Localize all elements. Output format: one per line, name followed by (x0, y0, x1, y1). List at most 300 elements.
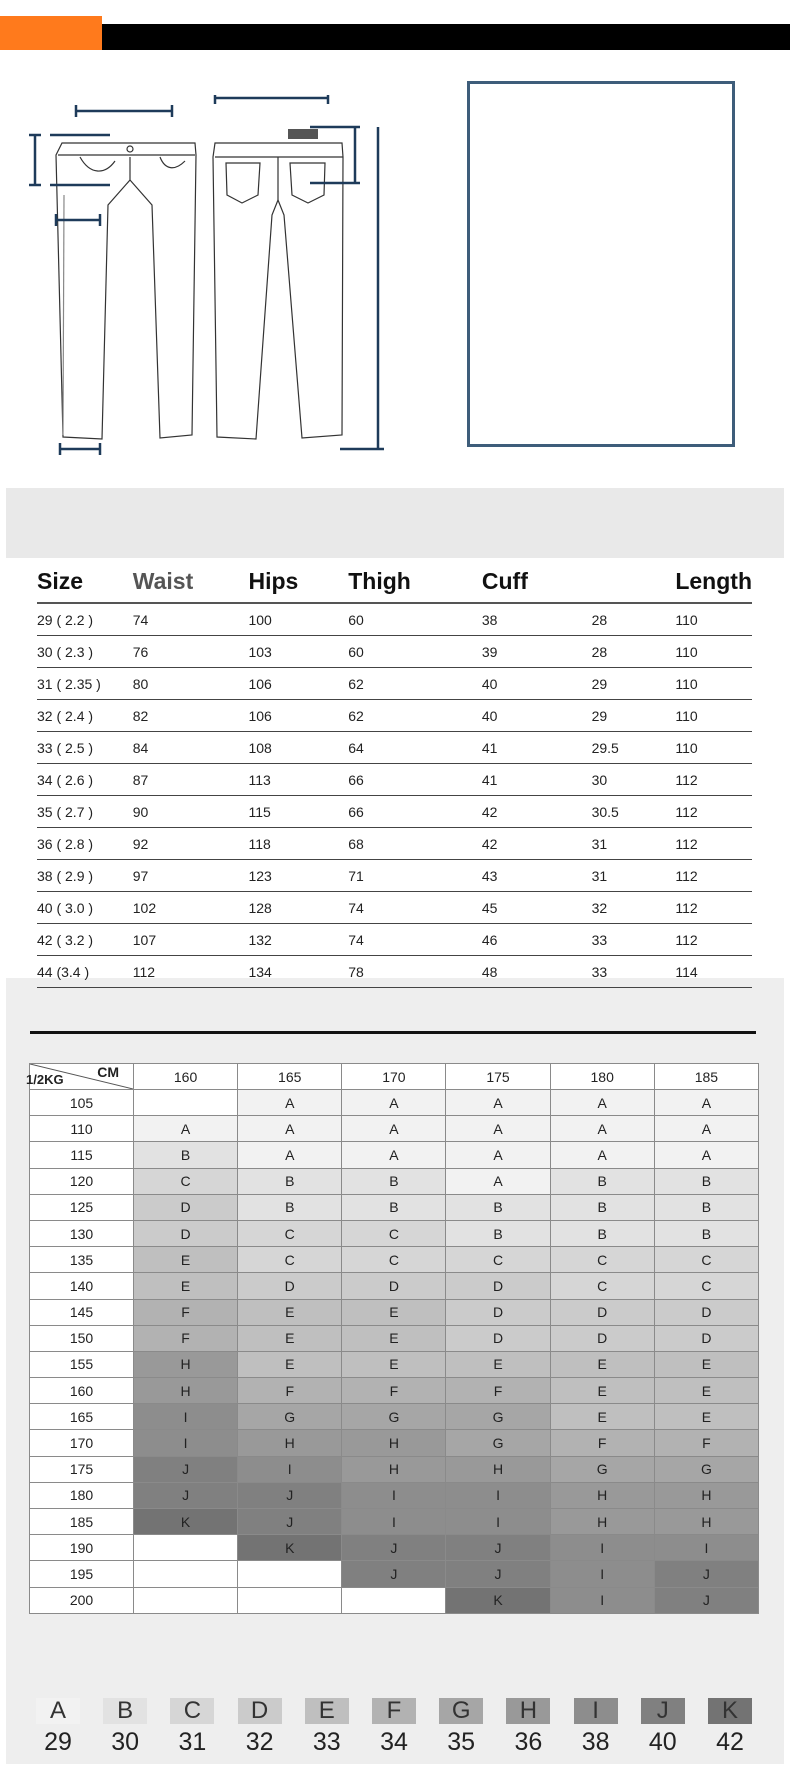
fit-grid-row (30, 1535, 759, 1561)
legend-item (708, 1698, 752, 1757)
size-table-row (37, 828, 752, 860)
fit-grid-cell: A (238, 1090, 342, 1116)
fit-grid-cell: H (342, 1456, 446, 1482)
fit-grid-cell: B (654, 1168, 758, 1194)
weight-label: 135 (30, 1247, 134, 1273)
size-table-cell: 128 (248, 892, 348, 924)
fit-grid-row (30, 1482, 759, 1508)
size-table-cell: 62 (348, 668, 482, 700)
fit-grid-cell: B (550, 1220, 654, 1246)
weight-label: 115 (30, 1142, 134, 1168)
fit-grid-row (30, 1273, 759, 1299)
fit-grid-cell: E (134, 1273, 238, 1299)
col-header-hips: Hips (248, 560, 348, 603)
fit-grid-cell: A (342, 1090, 446, 1116)
legend-letter: H (506, 1698, 550, 1724)
legend-letter: I (574, 1698, 618, 1724)
size-table-cell: 66 (348, 796, 482, 828)
fit-grid-cell: E (134, 1247, 238, 1273)
fit-grid-cell (134, 1535, 238, 1561)
weight-label: 170 (30, 1430, 134, 1456)
fit-grid-cell: H (238, 1430, 342, 1456)
fit-grid-cell: I (134, 1430, 238, 1456)
fit-grid-cell: A (654, 1116, 758, 1142)
size-table-cell: 80 (133, 668, 249, 700)
weight-label: 165 (30, 1404, 134, 1430)
size-table-cell: 29.5 (592, 732, 676, 764)
size-table-cell: 110 (675, 636, 752, 668)
fit-grid-row (30, 1509, 759, 1535)
fit-grid-cell: A (446, 1168, 550, 1194)
fit-grid-row (30, 1351, 759, 1377)
fit-grid-row (30, 1561, 759, 1587)
weight-label: 155 (30, 1351, 134, 1377)
size-table-cell: 48 (482, 956, 592, 988)
weight-label: 125 (30, 1194, 134, 1220)
fit-grid-cell: E (654, 1378, 758, 1404)
col-header-blank (592, 560, 676, 603)
fit-grid-row (30, 1587, 759, 1613)
fit-grid-cell: J (134, 1456, 238, 1482)
fit-grid-row (30, 1378, 759, 1404)
fit-grid-cell: J (238, 1509, 342, 1535)
height-header: 175 (446, 1064, 550, 1090)
size-table-cell: 29 ( 2.2 ) (37, 603, 133, 636)
fit-grid-cell: D (550, 1299, 654, 1325)
legend-item (574, 1698, 618, 1757)
size-table-cell: 74 (133, 603, 249, 636)
legend-letter: D (238, 1698, 282, 1724)
weight-label: 150 (30, 1325, 134, 1351)
fit-grid-cell: C (238, 1247, 342, 1273)
fit-grid-cell: C (446, 1247, 550, 1273)
fit-grid-cell: B (446, 1194, 550, 1220)
height-header: 180 (550, 1064, 654, 1090)
fit-grid-cell: B (654, 1220, 758, 1246)
fit-grid-cell: J (238, 1482, 342, 1508)
legend-size: 29 (44, 1728, 72, 1756)
fit-grid-row (30, 1325, 759, 1351)
fit-grid-corner (26, 1064, 134, 1090)
legend-letter: F (372, 1698, 416, 1724)
fit-grid-cell: B (238, 1168, 342, 1194)
size-table-cell: 132 (248, 924, 348, 956)
size-table-cell: 112 (675, 828, 752, 860)
legend-item (36, 1698, 80, 1757)
size-table-cell: 74 (348, 892, 482, 924)
size-table-cell: 31 (592, 828, 676, 860)
fit-grid-cell: J (654, 1561, 758, 1587)
height-header: 165 (238, 1064, 342, 1090)
legend-letter: K (708, 1698, 752, 1724)
legend-item (170, 1698, 214, 1757)
fit-grid-cell: D (446, 1299, 550, 1325)
fit-grid-cell: F (550, 1430, 654, 1456)
size-table-cell: 103 (248, 636, 348, 668)
fit-grid-cell: I (446, 1509, 550, 1535)
weight-label: 160 (30, 1378, 134, 1404)
size-table-cell: 60 (348, 636, 482, 668)
size-table-cell: 74 (348, 924, 482, 956)
fit-grid-cell: G (446, 1430, 550, 1456)
fit-grid-cell (342, 1587, 446, 1613)
fit-grid-cell: A (654, 1090, 758, 1116)
fit-grid-cell: E (238, 1351, 342, 1377)
legend-item (305, 1698, 349, 1757)
size-table-cell: 38 (482, 603, 592, 636)
cm-label: CM (97, 1064, 119, 1080)
fit-grid-cell: G (654, 1456, 758, 1482)
legend-item (238, 1698, 282, 1757)
size-table-cell: 31 ( 2.35 ) (37, 668, 133, 700)
fit-grid-cell: J (342, 1561, 446, 1587)
fit-grid-row (30, 1168, 759, 1194)
fit-grid-cell: I (550, 1561, 654, 1587)
size-table-cell: 110 (675, 603, 752, 636)
size-table-cell: 42 ( 3.2 ) (37, 924, 133, 956)
size-table-cell: 92 (133, 828, 249, 860)
fit-grid-cell: D (238, 1273, 342, 1299)
fit-grid-cell: A (550, 1090, 654, 1116)
weight-label: 120 (30, 1168, 134, 1194)
fit-grid-cell: H (550, 1482, 654, 1508)
size-table-cell: 115 (248, 796, 348, 828)
fit-grid-cell: H (134, 1351, 238, 1377)
size-table-row (37, 732, 752, 764)
fit-grid-cell: A (550, 1142, 654, 1168)
size-table-cell: 107 (133, 924, 249, 956)
fit-grid-cell: B (654, 1194, 758, 1220)
size-table-cell: 84 (133, 732, 249, 764)
fit-grid-cell: F (134, 1325, 238, 1351)
size-table-cell: 33 (592, 924, 676, 956)
size-table-cell: 32 (592, 892, 676, 924)
size-table-cell: 123 (248, 860, 348, 892)
size-table-cell: 42 (482, 828, 592, 860)
size-table-cell: 108 (248, 732, 348, 764)
size-table-row (37, 764, 752, 796)
legend-letter: B (103, 1698, 147, 1724)
size-table-cell: 44 (3.4 ) (37, 956, 133, 988)
size-table-header-row (37, 560, 752, 603)
fit-grid-cell (134, 1587, 238, 1613)
size-table-cell: 60 (348, 603, 482, 636)
fit-grid-cell: I (342, 1482, 446, 1508)
fit-grid-cell: I (342, 1509, 446, 1535)
fit-grid-cell: B (238, 1194, 342, 1220)
fit-grid-cell: H (654, 1509, 758, 1535)
size-table-cell: 45 (482, 892, 592, 924)
fit-grid-cell: J (446, 1535, 550, 1561)
height-header: 185 (654, 1064, 758, 1090)
size-table-cell: 40 ( 3.0 ) (37, 892, 133, 924)
weight-label: 190 (30, 1535, 134, 1561)
legend-size: 36 (514, 1728, 543, 1756)
legend-size: 31 (178, 1728, 207, 1756)
fit-grid-cell: E (238, 1299, 342, 1325)
fit-grid-cell: H (342, 1430, 446, 1456)
size-table-cell: 90 (133, 796, 249, 828)
size-table-cell: 82 (133, 700, 249, 732)
legend-item (439, 1698, 483, 1757)
size-table-cell: 112 (675, 924, 752, 956)
col-header-waist: Waist (133, 560, 249, 603)
fit-grid-cell: C (342, 1220, 446, 1246)
size-table-cell: 38 ( 2.9 ) (37, 860, 133, 892)
weight-label: 195 (30, 1561, 134, 1587)
size-table-cell: 41 (482, 732, 592, 764)
fit-grid-cell: H (654, 1482, 758, 1508)
section-divider (30, 1031, 756, 1034)
legend-item (506, 1698, 550, 1757)
fit-grid-cell: I (550, 1587, 654, 1613)
size-table-cell: 66 (348, 764, 482, 796)
fit-grid-cell: C (238, 1220, 342, 1246)
fit-grid-cell: D (654, 1299, 758, 1325)
fit-grid-cell: A (238, 1142, 342, 1168)
product-photo-frame (467, 81, 735, 447)
fit-grid-cell: J (654, 1587, 758, 1613)
fit-grid-cell: A (446, 1142, 550, 1168)
weight-label: 105 (30, 1090, 134, 1116)
fit-grid-cell: A (342, 1116, 446, 1142)
weight-label: 185 (30, 1509, 134, 1535)
col-header-cuff: Cuff (482, 560, 592, 603)
fit-grid-cell: A (134, 1116, 238, 1142)
fit-grid-cell: D (134, 1194, 238, 1220)
size-table-cell: 106 (248, 668, 348, 700)
legend-letter: G (439, 1698, 483, 1724)
fit-grid-cell: F (342, 1378, 446, 1404)
fit-grid-cell: J (446, 1561, 550, 1587)
size-table-cell: 36 ( 2.8 ) (37, 828, 133, 860)
legend-letter: A (36, 1698, 80, 1724)
fit-grid-cell: B (342, 1168, 446, 1194)
size-table-cell: 42 (482, 796, 592, 828)
size-table-cell: 40 (482, 668, 592, 700)
size-table-cell: 35 ( 2.7 ) (37, 796, 133, 828)
size-table-cell: 32 ( 2.4 ) (37, 700, 133, 732)
size-table-cell: 62 (348, 700, 482, 732)
header-black-strip (102, 24, 790, 50)
fit-grid-cell: A (446, 1116, 550, 1142)
trousers-measurement-diagram (20, 95, 390, 455)
size-table-cell: 28 (592, 603, 676, 636)
fit-grid-row (30, 1404, 759, 1430)
size-table-cell: 30.5 (592, 796, 676, 828)
fit-grid-cell: B (550, 1168, 654, 1194)
fit-grid-cell: F (654, 1430, 758, 1456)
size-table-cell: 76 (133, 636, 249, 668)
header-bar (0, 24, 790, 50)
size-table-cell: 110 (675, 700, 752, 732)
legend-size: 35 (447, 1728, 476, 1756)
fit-grid-cell: C (550, 1247, 654, 1273)
size-table-cell: 110 (675, 732, 752, 764)
size-table-cell: 87 (133, 764, 249, 796)
legend-size: 42 (716, 1728, 744, 1756)
size-table-cell: 112 (675, 796, 752, 828)
fit-grid-cell (238, 1587, 342, 1613)
fit-grid-cell: K (238, 1535, 342, 1561)
fit-grid-row (30, 1090, 759, 1116)
legend-letter: C (170, 1698, 214, 1724)
height-header: 170 (342, 1064, 446, 1090)
size-table-row (37, 636, 752, 668)
fit-grid-cell: B (342, 1194, 446, 1220)
legend-item (372, 1698, 416, 1757)
col-header-thigh: Thigh (348, 560, 482, 603)
size-table-cell: 134 (248, 956, 348, 988)
fit-grid-cell: B (550, 1194, 654, 1220)
weight-label: 145 (30, 1299, 134, 1325)
size-table-cell: 34 ( 2.6 ) (37, 764, 133, 796)
size-table-row (37, 603, 752, 636)
legend-size: 32 (245, 1728, 274, 1756)
size-table-cell: 112 (133, 956, 249, 988)
height-header: 160 (134, 1064, 238, 1090)
fit-grid-cell: E (342, 1299, 446, 1325)
fit-grid-cell: C (134, 1168, 238, 1194)
fit-grid-cell: E (342, 1325, 446, 1351)
size-table-row (37, 924, 752, 956)
fit-grid-cell (134, 1090, 238, 1116)
size-table-row (37, 700, 752, 732)
panel-header-band (6, 488, 784, 558)
fit-grid-cell: I (446, 1482, 550, 1508)
weight-label: 130 (30, 1220, 134, 1246)
weight-label: 180 (30, 1482, 134, 1508)
size-table-cell: 41 (482, 764, 592, 796)
col-header-size: Size (37, 560, 133, 603)
fit-grid-cell: A (446, 1090, 550, 1116)
fit-grid-cell: C (550, 1273, 654, 1299)
col-header-length: Length (675, 560, 752, 603)
fit-grid-cell: I (654, 1535, 758, 1561)
size-table-cell: 71 (348, 860, 482, 892)
fit-grid-cell: C (342, 1247, 446, 1273)
fit-grid-cell: C (654, 1247, 758, 1273)
size-table-cell: 40 (482, 700, 592, 732)
fit-grid-cell: E (550, 1378, 654, 1404)
kg-label: 1/2KG (26, 1072, 64, 1087)
size-table-cell: 46 (482, 924, 592, 956)
fit-grid-cell: F (238, 1378, 342, 1404)
size-table-cell: 31 (592, 860, 676, 892)
fit-grid-row (30, 1299, 759, 1325)
size-table-row (37, 860, 752, 892)
fit-grid-cell: C (654, 1273, 758, 1299)
fit-grid-cell: G (342, 1404, 446, 1430)
fit-grid-cell: D (342, 1273, 446, 1299)
legend-size: 33 (312, 1728, 341, 1756)
fit-grid-cell: I (238, 1456, 342, 1482)
legend-item (641, 1698, 685, 1757)
fit-grid-cell: B (446, 1220, 550, 1246)
fit-grid-row (30, 1247, 759, 1273)
fit-grid-cell: K (134, 1509, 238, 1535)
size-table-cell: 29 (592, 700, 676, 732)
fit-grid-cell: I (134, 1404, 238, 1430)
size-table-cell: 30 (592, 764, 676, 796)
legend-letter: J (641, 1698, 685, 1724)
fit-grid-cell: A (238, 1116, 342, 1142)
fit-grid-cell: F (446, 1378, 550, 1404)
size-table-cell: 118 (248, 828, 348, 860)
legend-letter: E (305, 1698, 349, 1724)
fit-grid-cell: A (654, 1142, 758, 1168)
size-table-cell: 100 (248, 603, 348, 636)
fit-grid-cell: A (342, 1142, 446, 1168)
weight-label: 200 (30, 1587, 134, 1613)
fit-grid-cell: I (550, 1535, 654, 1561)
legend-item (103, 1698, 147, 1757)
fit-grid-cell: D (446, 1325, 550, 1351)
fit-grid-cell: D (550, 1325, 654, 1351)
size-legend (36, 1698, 766, 1768)
size-table-row (37, 668, 752, 700)
size-table-cell: 112 (675, 892, 752, 924)
size-table-cell: 113 (248, 764, 348, 796)
weight-label: 140 (30, 1273, 134, 1299)
fit-grid-cell: D (134, 1220, 238, 1246)
fit-grid-cell: G (446, 1404, 550, 1430)
fit-grid-cell: E (654, 1404, 758, 1430)
legend-size: 38 (581, 1728, 610, 1756)
size-table-cell: 106 (248, 700, 348, 732)
legend-size: 40 (648, 1728, 677, 1756)
fit-grid-cell: G (550, 1456, 654, 1482)
size-table-row (37, 892, 752, 924)
fit-grid-cell: K (446, 1587, 550, 1613)
fit-grid-cell: E (238, 1325, 342, 1351)
legend-size: 34 (380, 1728, 408, 1756)
fit-grid-cell (238, 1561, 342, 1587)
fit-grid-cell: H (134, 1378, 238, 1404)
size-table-cell: 28 (592, 636, 676, 668)
fit-grid-header-row (30, 1064, 759, 1090)
size-table-cell: 112 (675, 764, 752, 796)
size-table-cell: 29 (592, 668, 676, 700)
fit-grid-cell: E (550, 1351, 654, 1377)
fit-grid-cell: D (446, 1273, 550, 1299)
size-table-cell: 112 (675, 860, 752, 892)
size-table-cell: 114 (675, 956, 752, 988)
fit-grid-cell: E (446, 1351, 550, 1377)
size-table-cell: 33 (592, 956, 676, 988)
fit-grid-cell: D (654, 1325, 758, 1351)
fit-grid-cell: E (342, 1351, 446, 1377)
fit-grid-row (30, 1194, 759, 1220)
fit-grid-cell: G (238, 1404, 342, 1430)
fit-grid-cell: B (134, 1142, 238, 1168)
size-table-cell: 39 (482, 636, 592, 668)
size-table-cell: 78 (348, 956, 482, 988)
fit-grid-cell: E (550, 1404, 654, 1430)
fit-grid-row (30, 1430, 759, 1456)
size-table-cell: 97 (133, 860, 249, 892)
fit-grid-row (30, 1220, 759, 1246)
size-table-cell: 64 (348, 732, 482, 764)
legend-size: 30 (111, 1728, 140, 1756)
fit-grid-row (30, 1116, 759, 1142)
size-table (37, 560, 752, 988)
size-table-row (37, 956, 752, 988)
size-table-cell: 110 (675, 668, 752, 700)
fit-grid-row (30, 1456, 759, 1482)
size-table-cell: 43 (482, 860, 592, 892)
fit-grid-cell: H (550, 1509, 654, 1535)
